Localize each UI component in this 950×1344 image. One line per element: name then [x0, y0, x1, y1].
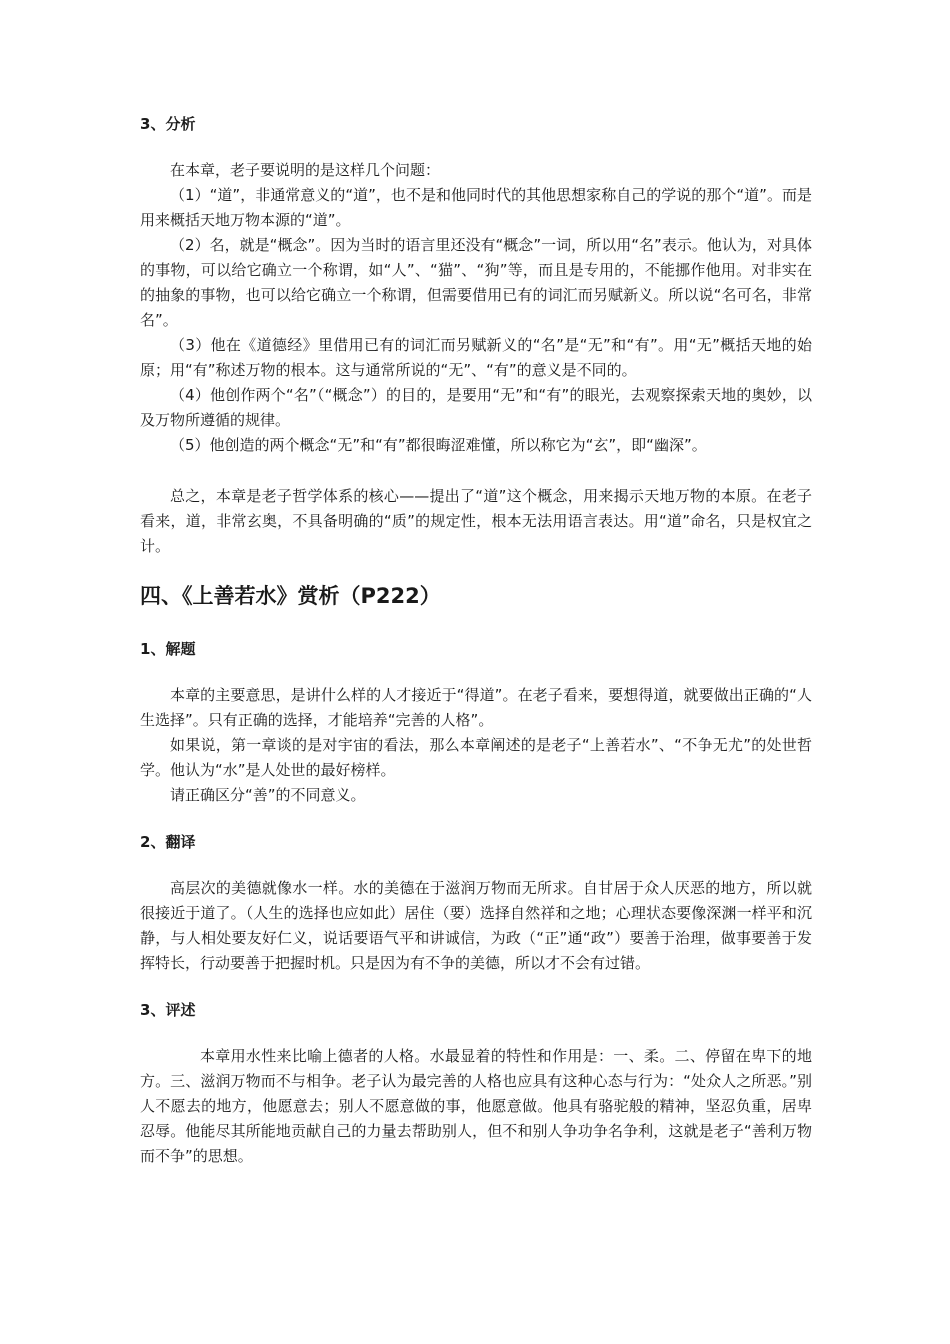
document-page	[140, 112, 812, 1169]
jieti-heading	[140, 637, 812, 661]
analysis-point-4: （4）他创作两个“名”（“概念”）的目的，是要用“无”和“有”的眼光，去观察探索天地的奥妙，以及万物所遵循的规律。	[140, 386, 812, 429]
comment-heading-text: 、评述	[150, 1001, 196, 1019]
analysis-point-2: （2）名，就是“概念”。因为当时的语言里还没有“概念”一词，所以用“名”表示。他认为，对具体的事物，可以给它确立一个称谓，如“人”、“猫”、“狗”等，而且是专用的，不能挪作他用。对非实在的抽象的事物，也可以给它确立一个称谓，但需要借用已有的词汇而另赋新义。所以说“名可名，非常名”。	[140, 236, 812, 329]
part-four-title: 四、《上善若水》赏析（P222）	[140, 584, 441, 608]
translation-paragraph: 高层次的美德就像水一样。水的美德在于滋润万物而无所求。自甘居于众人厌恶的地方，所以就很接近于道了。（人生的选择也应如此）居住（要）选择自然祥和之地；心理状态要像深渊一样平和沉静，与人相处要友好仁义，说话要语气平和讲诚信，为政（“正”通“政”）要善于治理，做事要善于发挥特长，行动要善于把握时机。只是因为有不争的美德，所以才不会有过错。	[140, 879, 812, 972]
analysis-heading	[140, 112, 812, 136]
translation-heading	[140, 830, 812, 854]
analysis-heading-number: 3	[140, 115, 151, 133]
analysis-heading-text: 、分析	[150, 115, 196, 133]
jieti-heading-text: 、解题	[150, 640, 196, 658]
analysis-point-5: （5）他创造的两个概念“无”和“有”都很晦涩难懂，所以称它为“玄”，即“幽深”。	[170, 436, 707, 454]
comment-heading-number: 3	[140, 1001, 151, 1019]
analysis-summary: 总之，本章是老子哲学体系的核心——提出了“道”这个概念，用来揭示天地万物的本原。在老子看来，道，非常玄奥，不具备明确的“质”的规定性，根本无法用语言表达。用“道”命名，只是权宜之计。	[140, 487, 812, 555]
analysis-point-3: （3）他在《道德经》里借用已有的词汇而另赋新义的“名”是“无”和“有”。用“无”概括天地的始原；用“有”称述万物的根本。这与通常所说的“无”、“有”的意义是不同的。	[140, 336, 812, 379]
jieti-heading-number: 1	[140, 640, 151, 658]
translation-heading-number: 2	[140, 833, 151, 851]
jieti-paragraph-1: 本章的主要意思，是讲什么样的人才接近于“得道”。在老子看来，要想得道，就要做出正确的“人生选择”。只有正确的选择，才能培养“完善的人格”。	[140, 686, 812, 729]
comment-paragraph: 本章用水性来比喻上德者的人格。水最显着的特性和作用是：一、柔。二、停留在卑下的地方。三、滋润万物而不与相争。老子认为最完善的人格也应具有这种心态与行为：“处众人之所恶。”别人不愿去的地方，他愿意去；别人不愿意做的事，他愿意做。他具有骆驼般的精神，坚忍负重，居卑忍辱。他能尽其所能地贡献自己的力量去帮助别人，但不和别人争功争名争利，这就是老子“善利万物而不争”的思想。	[140, 1047, 812, 1165]
analysis-point-1: （1）“道”，非通常意义的“道”，也不是和他同时代的其他思想家称自己的学说的那个“道”。而是用来概括天地万物本源的“道”。	[140, 186, 812, 229]
comment-heading	[140, 998, 812, 1022]
jieti-paragraph-2: 如果说，第一章谈的是对宇宙的看法，那么本章阐述的是老子“上善若水”、“不争无尤”的处世哲学。他认为“水”是人处世的最好榜样。	[140, 736, 812, 779]
jieti-paragraph-3: 请正确区分“善”的不同意义。	[170, 786, 366, 804]
translation-heading-text: 、翻译	[150, 833, 196, 851]
analysis-intro: 在本章，老子要说明的是这样几个问题：	[170, 161, 441, 179]
